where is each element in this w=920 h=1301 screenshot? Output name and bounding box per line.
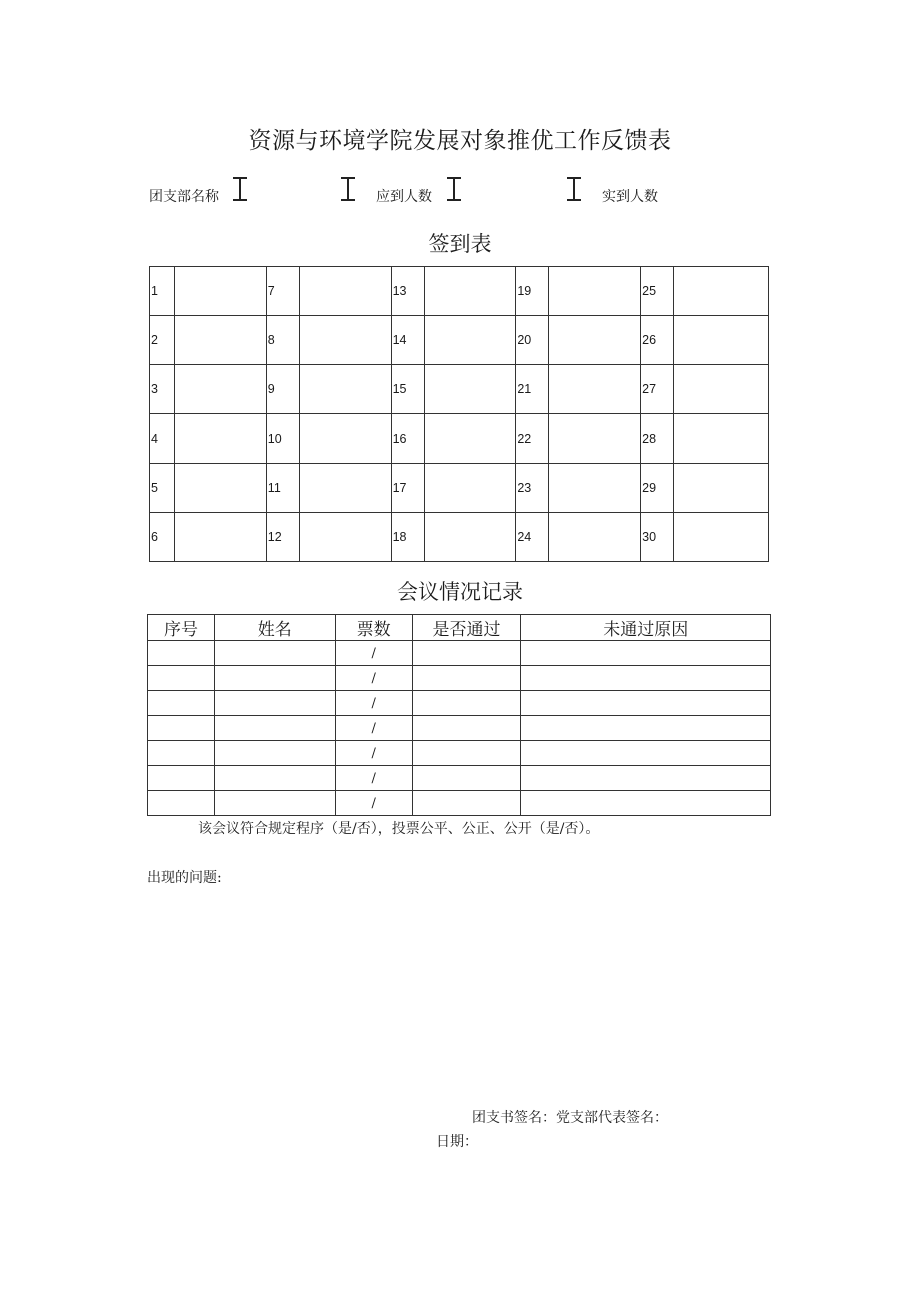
record-cell[interactable]: [214, 766, 335, 791]
expected-count-label: 应到人数: [376, 189, 432, 205]
signin-number-cell: 17: [391, 463, 424, 512]
signin-table: [149, 266, 769, 562]
table-row: [148, 766, 771, 791]
signin-signature-cell[interactable]: [674, 463, 769, 512]
record-cell[interactable]: /: [335, 791, 412, 816]
signin-number-cell: 27: [641, 365, 674, 414]
signin-signature-cell[interactable]: [549, 316, 641, 365]
meeting-record-title: 会议情况记录: [397, 580, 523, 604]
record-cell[interactable]: [148, 766, 215, 791]
table-row: [148, 791, 771, 816]
signin-signature-cell[interactable]: [299, 463, 391, 512]
record-cell[interactable]: [521, 666, 771, 691]
form-title: 资源与环境学院发展对象推优工作反馈表: [248, 128, 672, 154]
signin-number-cell: 9: [266, 365, 299, 414]
signin-signature-cell[interactable]: [674, 316, 769, 365]
signin-number-cell: 13: [391, 267, 424, 316]
record-cell[interactable]: [521, 741, 771, 766]
column-header: 未通过原因: [521, 615, 771, 641]
signin-signature-cell[interactable]: [549, 414, 641, 463]
signin-number-cell: 26: [641, 316, 674, 365]
signin-number-cell: 11: [266, 463, 299, 512]
record-cell[interactable]: [148, 641, 215, 666]
record-cell[interactable]: [521, 791, 771, 816]
signin-number-cell: 7: [266, 267, 299, 316]
column-header: 票数: [335, 615, 412, 641]
text-cursor-icon: [233, 177, 247, 201]
record-cell[interactable]: [412, 666, 521, 691]
signin-number-cell: 20: [516, 316, 549, 365]
record-cell[interactable]: [214, 641, 335, 666]
record-cell[interactable]: /: [335, 641, 412, 666]
signin-row: [150, 414, 769, 463]
signin-signature-cell[interactable]: [424, 365, 516, 414]
signin-signature-cell[interactable]: [549, 512, 641, 561]
signin-signature-cell[interactable]: [174, 316, 266, 365]
signin-title: 签到表: [428, 232, 492, 256]
record-cell[interactable]: [148, 741, 215, 766]
table-row: [148, 716, 771, 741]
signin-number-cell: 22: [516, 414, 549, 463]
record-cell[interactable]: /: [335, 666, 412, 691]
record-cell[interactable]: [148, 666, 215, 691]
signin-number-cell: 8: [266, 316, 299, 365]
signin-signature-cell[interactable]: [674, 512, 769, 561]
signin-signature-cell[interactable]: [424, 316, 516, 365]
record-cell[interactable]: [412, 716, 521, 741]
signature-line: 团支书签名：党支部代表签名：: [472, 1110, 668, 1126]
signin-signature-cell[interactable]: [674, 414, 769, 463]
signin-signature-cell[interactable]: [549, 365, 641, 414]
table-row: [148, 641, 771, 666]
signin-number-cell: 14: [391, 316, 424, 365]
meeting-statement: 该会议符合规定程序（是/否），投票公平、公正、公开（是/否）。: [198, 821, 600, 837]
signin-row: [150, 316, 769, 365]
table-row: [148, 666, 771, 691]
signin-signature-cell[interactable]: [424, 463, 516, 512]
signin-number-cell: 1: [150, 267, 175, 316]
issues-label: 出现的问题:: [147, 870, 222, 886]
signin-row: [150, 512, 769, 561]
signin-number-cell: 29: [641, 463, 674, 512]
branch-name-label: 团支部名称: [149, 189, 219, 205]
signin-number-cell: 24: [516, 512, 549, 561]
signin-number-cell: 23: [516, 463, 549, 512]
record-cell[interactable]: [214, 741, 335, 766]
record-cell[interactable]: [412, 741, 521, 766]
table-row: [148, 691, 771, 716]
record-cell[interactable]: [214, 791, 335, 816]
record-cell[interactable]: [148, 691, 215, 716]
record-cell[interactable]: [412, 766, 521, 791]
record-cell[interactable]: /: [335, 716, 412, 741]
signin-signature-cell[interactable]: [174, 414, 266, 463]
actual-count-label: 实到人数: [602, 189, 658, 205]
record-cell[interactable]: /: [335, 691, 412, 716]
record-cell[interactable]: /: [335, 741, 412, 766]
signin-signature-cell[interactable]: [174, 463, 266, 512]
table-row: [148, 741, 771, 766]
signin-signature-cell[interactable]: [174, 512, 266, 561]
signin-signature-cell[interactable]: [424, 512, 516, 561]
signin-number-cell: 10: [266, 414, 299, 463]
signin-number-cell: 15: [391, 365, 424, 414]
column-header: 姓名: [214, 615, 335, 641]
signin-row: [150, 365, 769, 414]
record-cell[interactable]: [214, 691, 335, 716]
signin-row: [150, 463, 769, 512]
column-header: 序号: [148, 615, 215, 641]
signin-number-cell: 30: [641, 512, 674, 561]
signin-number-cell: 2: [150, 316, 175, 365]
signin-signature-cell[interactable]: [174, 267, 266, 316]
signin-signature-cell[interactable]: [674, 365, 769, 414]
signin-number-cell: 4: [150, 414, 175, 463]
signin-signature-cell[interactable]: [299, 316, 391, 365]
signin-signature-cell[interactable]: [674, 267, 769, 316]
signin-number-cell: 28: [641, 414, 674, 463]
meeting-record-table: [147, 614, 771, 816]
record-cell[interactable]: [521, 716, 771, 741]
signin-number-cell: 6: [150, 512, 175, 561]
text-cursor-icon: [341, 177, 355, 201]
signin-signature-cell[interactable]: [299, 267, 391, 316]
signin-number-cell: 19: [516, 267, 549, 316]
signin-number-cell: 25: [641, 267, 674, 316]
record-cell[interactable]: [521, 691, 771, 716]
record-cell[interactable]: /: [335, 766, 412, 791]
signin-number-cell: 12: [266, 512, 299, 561]
text-cursor-icon: [567, 177, 581, 201]
signin-signature-cell[interactable]: [424, 414, 516, 463]
text-cursor-icon: [447, 177, 461, 201]
signin-number-cell: 21: [516, 365, 549, 414]
signin-row: [150, 267, 769, 316]
signin-signature-cell[interactable]: [174, 365, 266, 414]
record-cell[interactable]: [412, 791, 521, 816]
record-cell[interactable]: [214, 666, 335, 691]
record-cell[interactable]: [214, 716, 335, 741]
record-cell[interactable]: [412, 641, 521, 666]
record-cell[interactable]: [412, 691, 521, 716]
signin-signature-cell[interactable]: [299, 414, 391, 463]
signin-number-cell: 3: [150, 365, 175, 414]
signin-signature-cell[interactable]: [549, 267, 641, 316]
record-cell[interactable]: [521, 766, 771, 791]
signin-signature-cell[interactable]: [299, 512, 391, 561]
signin-signature-cell[interactable]: [549, 463, 641, 512]
record-cell[interactable]: [148, 791, 215, 816]
signin-number-cell: 16: [391, 414, 424, 463]
signin-signature-cell[interactable]: [424, 267, 516, 316]
record-cell[interactable]: [148, 716, 215, 741]
signin-number-cell: 5: [150, 463, 175, 512]
record-cell[interactable]: [521, 641, 771, 666]
date-label: 日期：: [436, 1134, 478, 1150]
signin-number-cell: 18: [391, 512, 424, 561]
column-header: 是否通过: [412, 615, 521, 641]
signin-signature-cell[interactable]: [299, 365, 391, 414]
